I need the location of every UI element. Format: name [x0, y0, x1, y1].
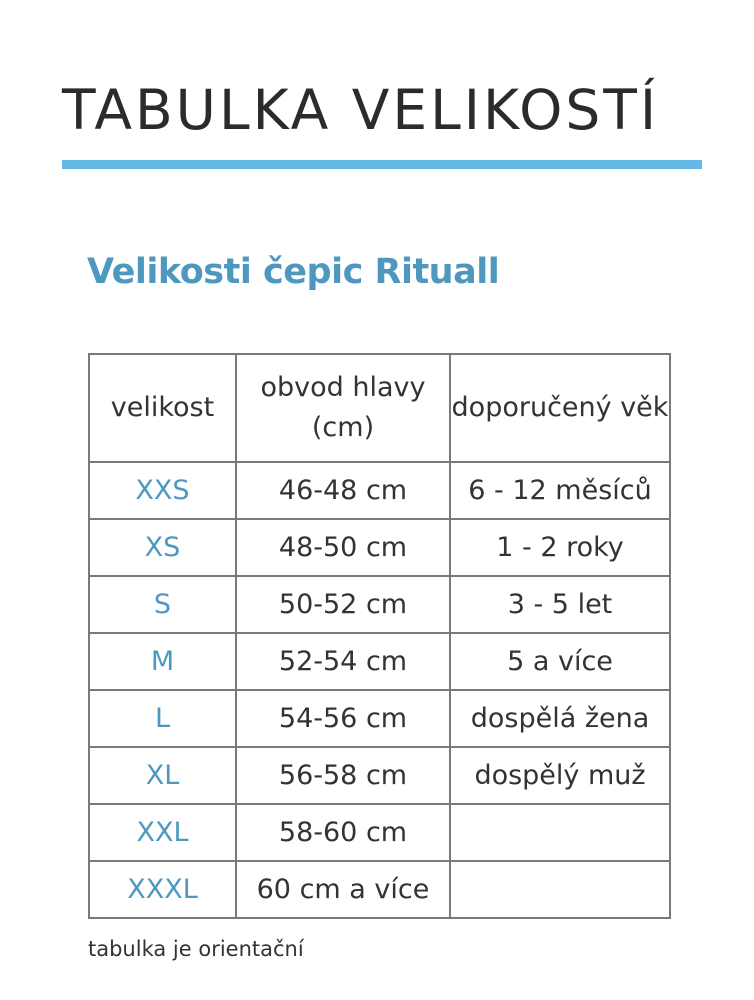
- table-row: [89, 804, 670, 861]
- table-header-row: [89, 354, 670, 462]
- circumference-cell: 58-60 cm: [236, 804, 450, 861]
- size-table: [88, 353, 671, 919]
- size-cell: XL: [89, 747, 236, 804]
- header-size: velikost: [89, 354, 236, 462]
- age-cell: [450, 861, 670, 918]
- age-cell: dospělá žena: [450, 690, 670, 747]
- age-cell: 6 - 12 měsíců: [450, 462, 670, 519]
- table-row: [89, 690, 670, 747]
- table-row: [89, 633, 670, 690]
- footnote: tabulka je orientační: [88, 937, 304, 961]
- header-circumference: obvod hlavy (cm): [236, 354, 450, 462]
- circumference-cell: 52-54 cm: [236, 633, 450, 690]
- circumference-cell: 50-52 cm: [236, 576, 450, 633]
- table-row: [89, 747, 670, 804]
- size-cell: L: [89, 690, 236, 747]
- age-cell: 3 - 5 let: [450, 576, 670, 633]
- size-cell: XXXL: [89, 861, 236, 918]
- age-cell: 1 - 2 roky: [450, 519, 670, 576]
- table-row: [89, 462, 670, 519]
- section-subtitle: Velikosti čepic Rituall: [87, 252, 500, 292]
- size-cell: S: [89, 576, 236, 633]
- size-cell: M: [89, 633, 236, 690]
- circumference-cell: 46-48 cm: [236, 462, 450, 519]
- title-underline: [62, 160, 702, 169]
- size-cell: XXS: [89, 462, 236, 519]
- circumference-cell: 60 cm a více: [236, 861, 450, 918]
- table-row: [89, 519, 670, 576]
- header-age: doporučený věk: [450, 354, 670, 462]
- size-cell: XXL: [89, 804, 236, 861]
- age-cell: 5 a více: [450, 633, 670, 690]
- table-row: [89, 861, 670, 918]
- age-cell: [450, 804, 670, 861]
- size-cell: XS: [89, 519, 236, 576]
- age-cell: dospělý muž: [450, 747, 670, 804]
- table-row: [89, 576, 670, 633]
- circumference-cell: 48-50 cm: [236, 519, 450, 576]
- page-title: TABULKA VELIKOSTÍ: [62, 78, 660, 142]
- circumference-cell: 56-58 cm: [236, 747, 450, 804]
- circumference-cell: 54-56 cm: [236, 690, 450, 747]
